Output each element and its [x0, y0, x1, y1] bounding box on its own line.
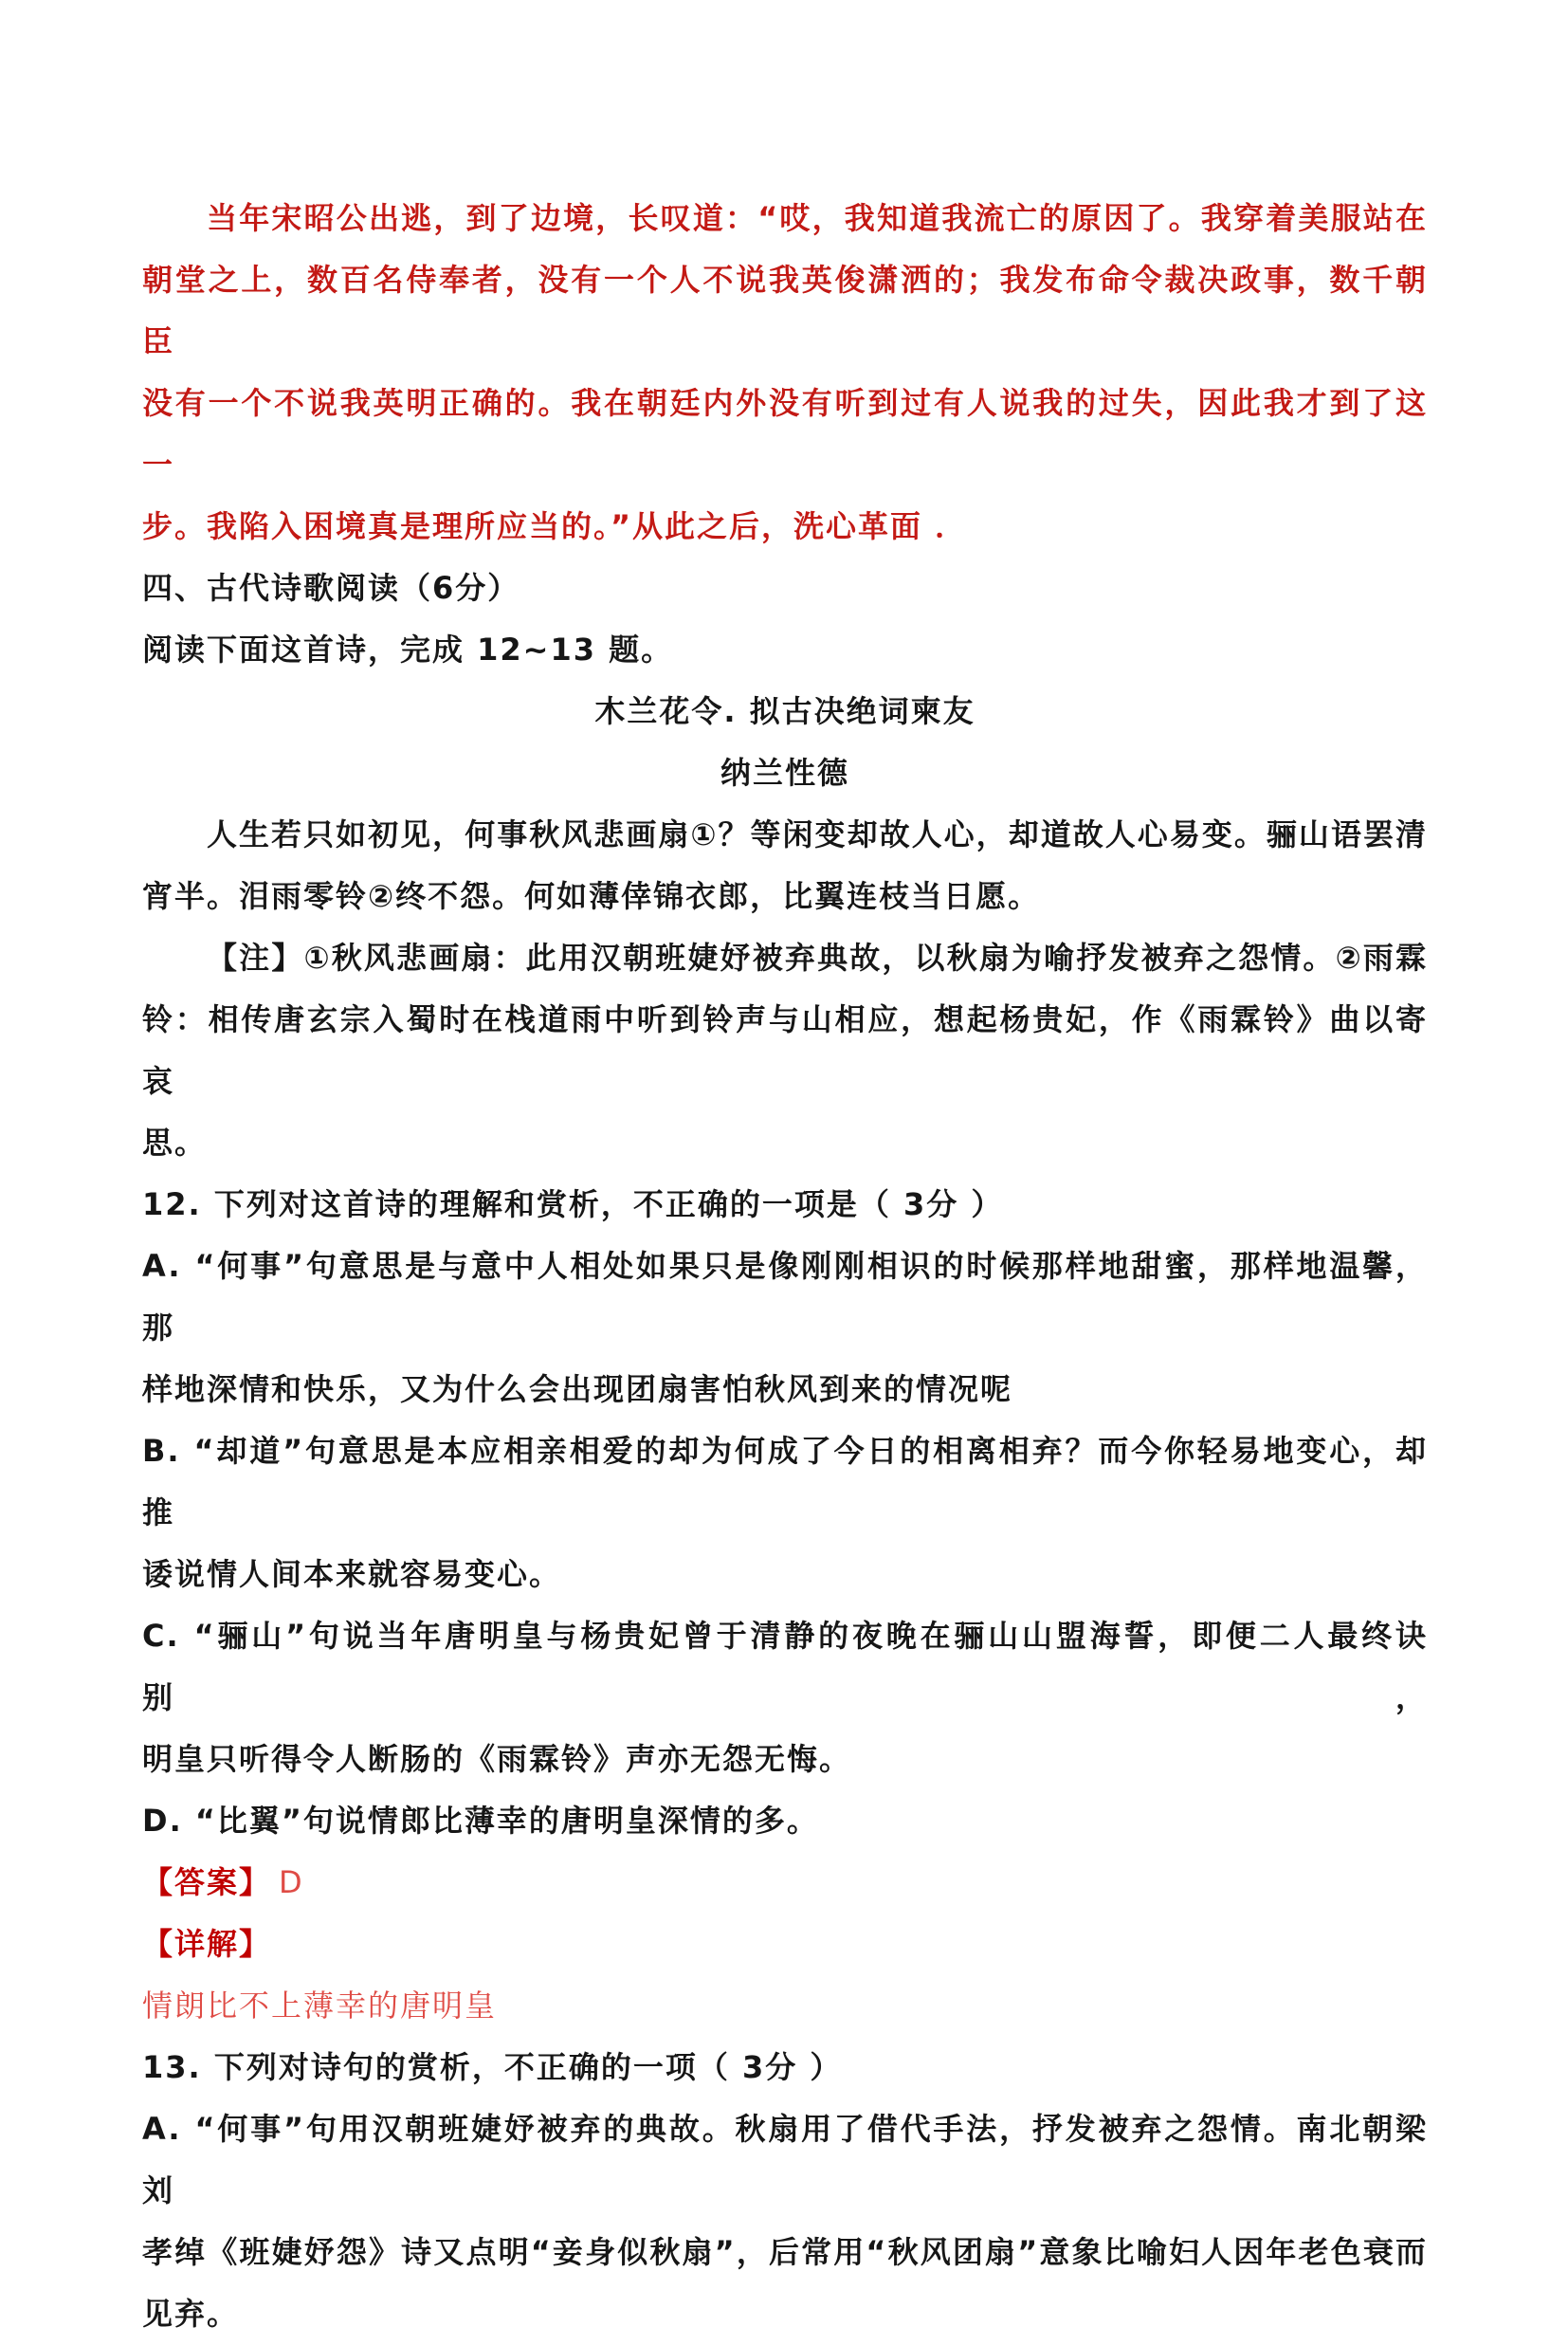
- q12-option-b-line: 诿说情人间本来就容易变心。: [142, 1556, 562, 1592]
- q13-option-a-line: A. “何事”句用汉朝班婕妤被弃的典故。秋扇用了借代手法，抒发被弃之怨情。南北朝梁刘: [142, 2111, 1428, 2208]
- note-line: 【注】①秋风悲画扇：此用汉朝班婕妤被弃典故，以秋扇为喻抒发被弃之怨情。②雨霖: [207, 940, 1428, 976]
- q13-option-a-line: 见弃。: [142, 2296, 240, 2332]
- q12-stem: 12. 下列对这首诗的理解和赏析，不正确的一项是（ 3分 ）: [142, 1186, 1004, 1222]
- answer-label: 【答案】: [142, 1864, 272, 1900]
- section-heading: 四、古代诗歌阅读（6分）: [142, 570, 520, 606]
- q12-option-c-line: 明皇只听得令人断肠的《雨霖铃》声亦无怨无悔。: [142, 1741, 852, 1777]
- intro-paragraph-line: 步。我陷入困境真是理所应当的。”从此之后，洗心革面 ．: [142, 508, 968, 544]
- note-line: 铃：相传唐玄宗入蜀时在栈道雨中听到铃声与山相应，想起杨贵妃，作《雨霖铃》曲以寄哀: [142, 1001, 1428, 1099]
- poem-line: 人生若只如初见，何事秋风悲画扇①？等闲变却故人心，却道故人心易变。骊山语罢清: [207, 816, 1428, 852]
- reading-instruction: 阅读下面这首诗，完成 12~13 题。: [142, 632, 674, 668]
- poem-title: 木兰花令. 拟古决绝词柬友: [594, 693, 975, 729]
- q13-stem: 13. 下列对诗句的赏析，不正确的一项（ 3分 ）: [142, 2049, 843, 2085]
- intro-paragraph-line: 朝堂之上，数百名侍奉者，没有一个人不说我英俊潇洒的；我发布命令裁决政事，数千朝臣: [142, 262, 1428, 359]
- q12-option-c-line: C. “骊山”句说当年唐明皇与杨贵妃曾于清静的夜晚在骊山山盟海誓，即便二人最终诀别，: [142, 1618, 1428, 1715]
- poem-line: 宵半。泪雨零铃②终不怨。何如薄倖锦衣郎，比翼连枝当日愿。: [142, 878, 1041, 914]
- q12-option-a-line: A. “何事”句意思是与意中人相处如果只是像刚刚相识的时候那样地甜蜜，那样地温馨，那: [142, 1248, 1428, 1346]
- q12-option-b-line: B. “却道”句意思是本应相亲相爱的却为何成了今日的相离相弃？而今你轻易地变心，却推: [142, 1433, 1428, 1530]
- poem-author: 纳兰性德: [720, 755, 849, 791]
- intro-paragraph-line: 当年宋昭公出逃，到了边境，长叹道：“哎，我知道我流亡的原因了。我穿着美服站在: [207, 200, 1428, 236]
- answer-line: [142, 1852, 1428, 1914]
- q12-option-a-line: 样地深情和快乐，又为什么会出现团扇害怕秋风到来的情况呢: [142, 1371, 1013, 1407]
- explanation-text: 情朗比不上薄幸的唐明皇: [142, 1988, 498, 2024]
- q13-option-a-line: 孝绰《班婕妤怨》诗又点明“妾身似秋扇”，后常用“秋风团扇”意象比喻妇人因年老色衰而: [142, 2234, 1428, 2270]
- exam-document-page: [142, 188, 1428, 2345]
- q12-option-d-line: D. “比翼”句说情郎比薄幸的唐明皇深情的多。: [142, 1803, 819, 1839]
- answer-value: D: [279, 1864, 304, 1900]
- intro-paragraph-line: 没有一个不说我英明正确的。我在朝廷内外没有听到过有人说我的过失，因此我才到了这一: [142, 385, 1428, 483]
- note-line: 思。: [142, 1125, 208, 1161]
- explanation-label: 【详解】: [142, 1926, 272, 1962]
